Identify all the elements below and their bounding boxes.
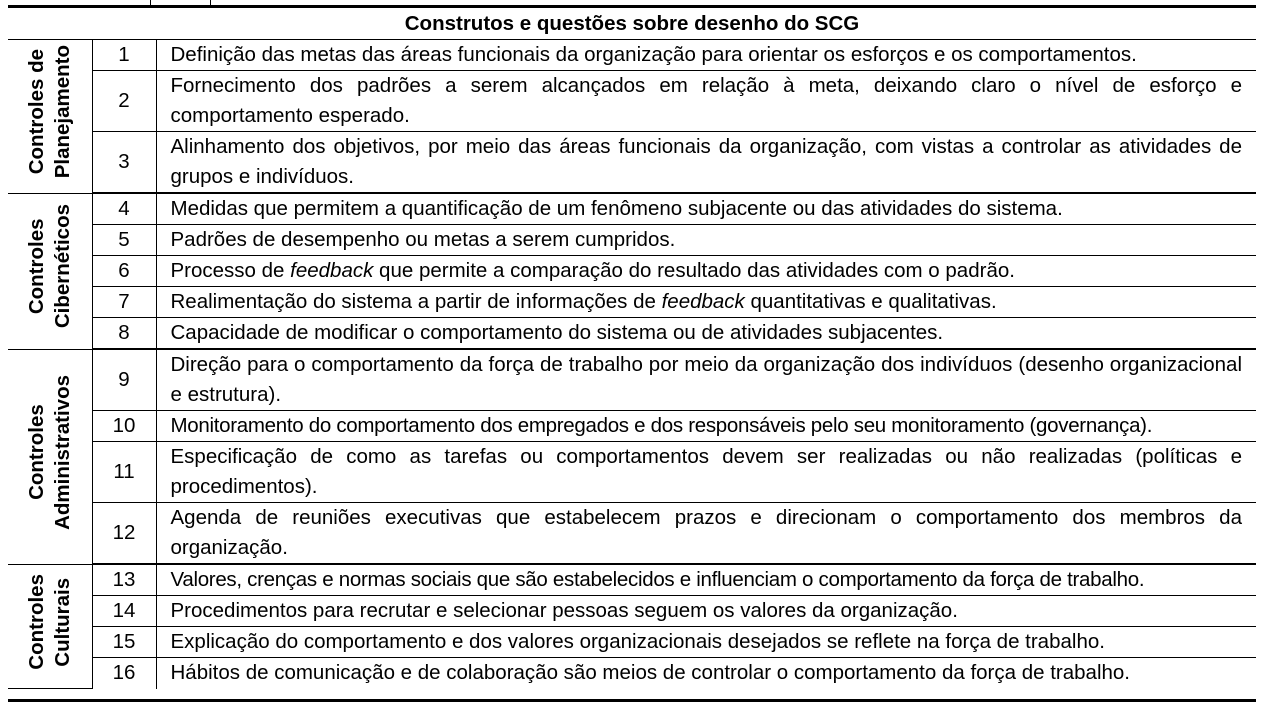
row-number: 7 xyxy=(92,287,156,318)
table-row xyxy=(8,442,1256,503)
row-text: Definição das metas das áreas funcionais da organização para orientar os esforços e os comportamentos. xyxy=(156,40,1256,71)
row-text: Agenda de reuniões executivas que estabelecem prazos e direcionam o comportamento dos membros da organização. xyxy=(156,503,1256,565)
table-bottom-rule xyxy=(8,699,1256,702)
row-text: Fornecimento dos padrões a serem alcançados em relação à meta, deixando claro o nível de esforço e comportamento esperado. xyxy=(156,71,1256,132)
table-row xyxy=(8,564,1256,596)
row-number: 13 xyxy=(92,564,156,596)
group-label-line2: Administrativos xyxy=(50,374,74,530)
table-top-rule xyxy=(8,5,1256,8)
row-text: Procedimentos para recrutar e selecionar pessoas seguem os valores da organização. xyxy=(156,596,1256,627)
group-label-line1: Controles de xyxy=(24,49,48,175)
row-number: 15 xyxy=(92,627,156,658)
row-number: 12 xyxy=(92,503,156,565)
row-number: 1 xyxy=(92,40,156,71)
table-header-row xyxy=(8,9,1256,40)
table-row xyxy=(8,658,1256,689)
table-row xyxy=(8,503,1256,565)
row-number: 6 xyxy=(92,256,156,287)
table-row xyxy=(8,627,1256,658)
row-number: 8 xyxy=(92,318,156,350)
row-text: Alinhamento dos objetivos, por meio das áreas funcionais da organização, com vistas a controlar as atividades de grupos e indivíduos. xyxy=(156,132,1256,194)
table-row xyxy=(8,318,1256,350)
group-label-line2: Cibernéticos xyxy=(50,204,74,329)
table-row xyxy=(8,40,1256,71)
row-text xyxy=(156,287,1256,318)
row-text-emphasis: feedback xyxy=(290,259,374,282)
group-label-administrativos xyxy=(8,349,92,564)
row-text: Medidas que permitem a quantificação de um fenômeno subjacente ou das atividades do sistema. xyxy=(156,193,1256,225)
row-number: 16 xyxy=(92,658,156,689)
row-number: 4 xyxy=(92,193,156,225)
row-text xyxy=(156,256,1256,287)
group-label-ciberneticos xyxy=(8,193,92,349)
group-label-culturais xyxy=(8,564,92,689)
table-row xyxy=(8,225,1256,256)
row-text-part: Processo de xyxy=(170,259,291,282)
row-text: Direção para o comportamento da força de trabalho por meio da organização dos indivíduos (desenho organizacional e estrutura). xyxy=(156,349,1256,411)
table-row xyxy=(8,193,1256,225)
row-number: 11 xyxy=(92,442,156,503)
row-number: 10 xyxy=(92,411,156,442)
row-text-emphasis: feedback xyxy=(661,290,745,313)
table-row xyxy=(8,596,1256,627)
row-text: Explicação do comportamento e dos valores organizacionais desejados se reflete na força de trabalho. xyxy=(156,627,1256,658)
row-number: 14 xyxy=(92,596,156,627)
row-text: Monitoramento do comportamento dos empregados e dos responsáveis pelo seu monitoramento (governança). xyxy=(156,411,1256,442)
row-number: 2 xyxy=(92,71,156,132)
table-title: Construtos e questões sobre desenho do SCG xyxy=(8,9,1256,40)
scg-constructs-table xyxy=(8,9,1256,689)
group-label-line1: Controles xyxy=(24,218,48,315)
row-number: 3 xyxy=(92,132,156,194)
group-label-line2: Planejamento xyxy=(50,45,74,179)
row-number: 9 xyxy=(92,349,156,411)
row-text: Padrões de desempenho ou metas a serem cumpridos. xyxy=(156,225,1256,256)
table-row xyxy=(8,287,1256,318)
group-label-line1: Controles xyxy=(24,573,48,670)
row-text: Hábitos de comunicação e de colaboração são meios de controlar o comportamento da força de trabalho. xyxy=(156,658,1256,689)
group-label-line2: Culturais xyxy=(50,577,74,667)
table-row xyxy=(8,132,1256,194)
group-label-planejamento xyxy=(8,40,92,194)
row-text: Especificação de como as tarefas ou comportamentos devem ser realizadas ou não realizadas (políticas e procedimentos). xyxy=(156,442,1256,503)
table-row xyxy=(8,411,1256,442)
table-row xyxy=(8,71,1256,132)
table-row xyxy=(8,256,1256,287)
table-row xyxy=(8,349,1256,411)
row-text: Valores, crenças e normas sociais que são estabelecidos e influenciam o comportamento da força de trabalho. xyxy=(156,564,1256,596)
row-text-part: Realimentação do sistema a partir de informações de xyxy=(170,290,662,313)
group-label-line1: Controles xyxy=(24,404,48,500)
row-text: Capacidade de modificar o comportamento do sistema ou de atividades subjacentes. xyxy=(156,318,1256,350)
row-text-part: que permite a comparação do resultado das atividades com o padrão. xyxy=(373,259,1015,282)
row-text-part: quantitativas e qualitativas. xyxy=(744,290,997,313)
row-number: 5 xyxy=(92,225,156,256)
